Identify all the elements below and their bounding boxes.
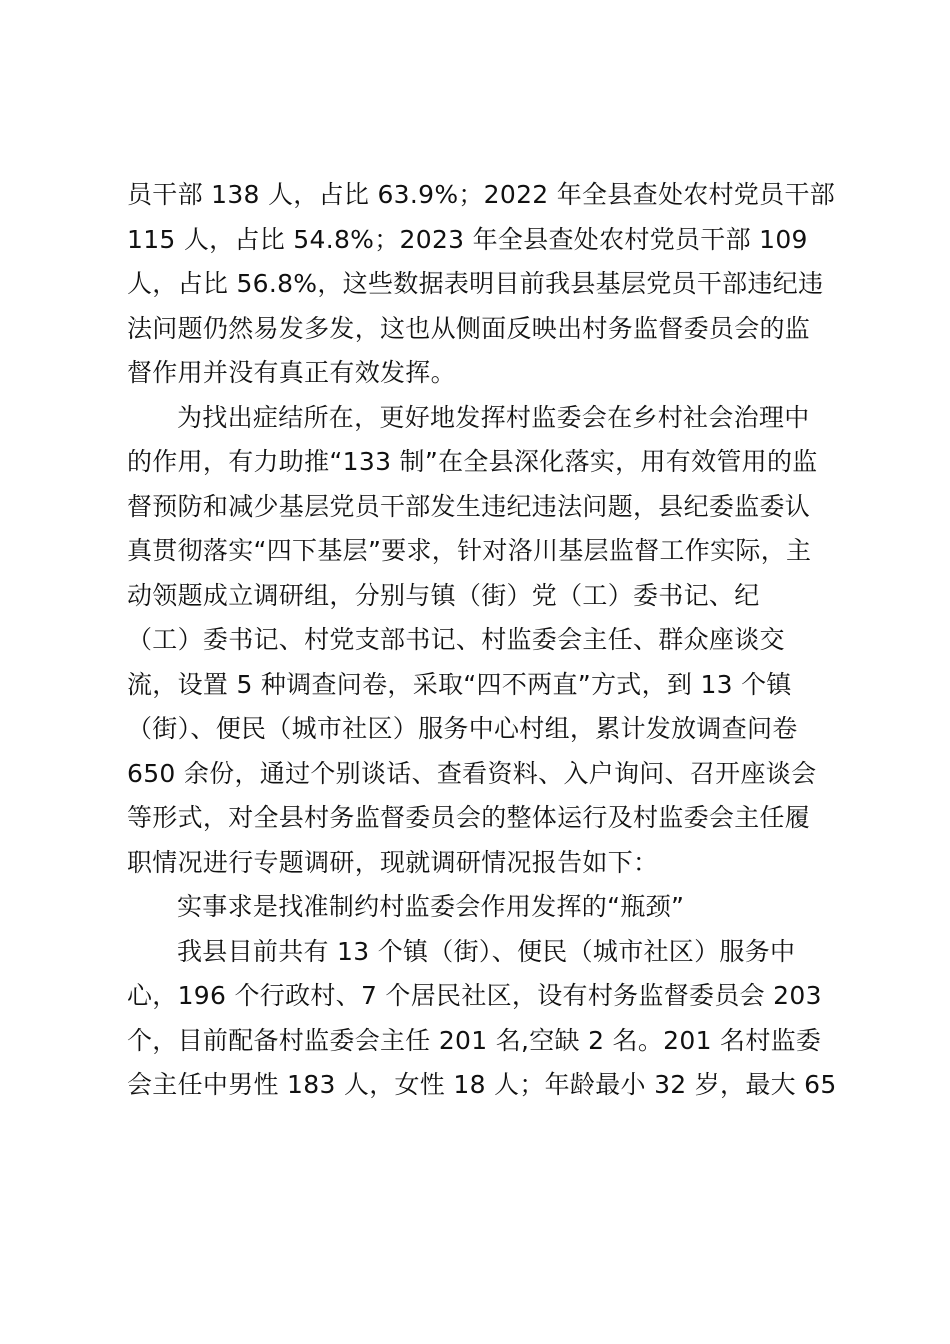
text-line: 法问题仍然易发多发，这也从侧面反映出村务监督委员会的监 — [127, 313, 811, 343]
text-line: 个，目前配备村监委会主任 201 名,空缺 2 名。201 名村监委 — [127, 1025, 822, 1055]
text-line: 会主任中男性 183 人，女性 18 人；年龄最小 32 岁，最大 65 — [127, 1070, 837, 1099]
text-line: 动领题成立调研组，分别与镇（街）党（工）委书记、纪 — [127, 580, 760, 610]
section-heading: 实事求是找准制约村监委会作用发挥的“瓶颈” — [177, 892, 685, 921]
paragraph-first-line: 为找出症结所在，更好地发挥村监委会在乡村社会治理中 — [177, 402, 810, 432]
document-body — [127, 173, 837, 1108]
text-line: （街）、便民（城市社区）服务中心村组，累计发放调查问卷 — [127, 714, 798, 743]
text-line: 督预防和减少基层党员干部发生违纪违法问题，县纪委监委认 — [127, 491, 811, 521]
text-line: 真贯彻落实“四下基层”要求，针对洛川基层监督工作实际，主 — [127, 536, 812, 565]
text-line: 心，196 个行政村、7 个居民社区，设有村务监督委员会 203 — [127, 981, 822, 1010]
paragraph-first-line: 我县目前共有 13 个镇（街）、便民（城市社区）服务中 — [177, 936, 796, 966]
text-line: 115 人，占比 54.8%；2023 年全县查处农村党员干部 109 — [127, 224, 808, 254]
text-line: （工）委书记、村党支部书记、村监委会主任、群众座谈交 — [127, 625, 785, 654]
text-line: 的作用，有力助推“133 制”在全县深化落实，用有效管用的监 — [127, 447, 818, 476]
text-line: 人，占比 56.8%，这些数据表明目前我县基层党员干部违纪违 — [127, 269, 824, 298]
text-line: 员干部 138 人，占比 63.9%；2022 年全县查处农村党员干部 — [127, 180, 836, 209]
text-line: 督作用并没有真正有效发挥。 — [127, 358, 456, 387]
text-line: 流，设置 5 种调查问卷，采取“四不两直”方式，到 13 个镇 — [127, 669, 792, 699]
text-line: 650 余份，通过个别谈话、查看资料、入户询问、召开座谈会 — [127, 758, 817, 788]
text-line: 等形式，对全县村务监督委员会的整体运行及村监委会主任履 — [127, 803, 811, 832]
text-line: 职情况进行专题调研，现就调研情况报告如下： — [127, 847, 659, 877]
